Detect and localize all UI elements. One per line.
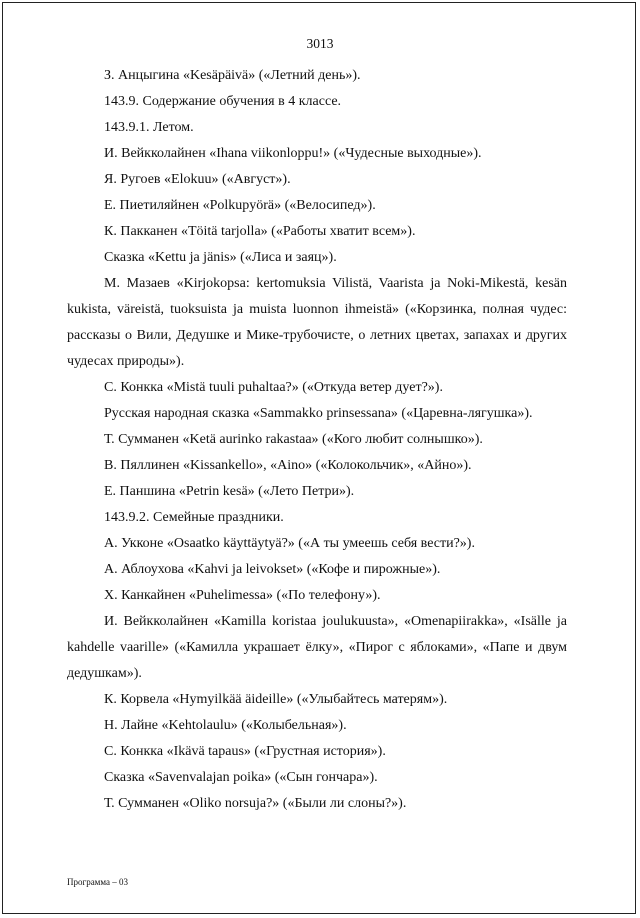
text-line: С. Конкка «Mistä tuuli puhaltaa?» («Откуда ветер дует?»). bbox=[104, 380, 443, 395]
subsection-heading: 143.9.1. Летом. bbox=[104, 120, 194, 135]
text-line: Сказка «Savenvalajan poika» («Сын гончара»). bbox=[104, 770, 378, 785]
text-line: И. Вейкколайнен «Ihana viikonloppu!» («Чудесные выходные»). bbox=[104, 146, 482, 161]
text-line: Х. Канкайнен «Puhelimessa» («По телефону»). bbox=[104, 588, 381, 603]
text-line: Сказка «Kettu ja jänis» («Лиса и заяц»). bbox=[104, 250, 337, 265]
section-heading: 143.9. Содержание обучения в 4 классе. bbox=[104, 94, 342, 109]
text-paragraph: М. Мазаев «Kirjokopsa: kertomuksia Vilistä, Vaarista ja Noki-Mikestä, kesän kukista, väreistä, tuoksuista ja muista luonnon ihmeistä» («Корзинка, полная чудес: рассказы о Вили, Дедушке и Мике-трубочисте, о летних цветах, запахах и других чудесах природы»). bbox=[67, 276, 567, 369]
text-line: Я. Ругоев «Elokuu» («Август»). bbox=[104, 172, 291, 187]
text-line: А. Аблоухова «Kahvi ja leivokset» («Кофе и пирожные»). bbox=[104, 562, 441, 577]
text-line: Т. Сумманен «Ketä aurinko rakastaa» («Кого любит солнышко»). bbox=[104, 432, 483, 447]
text-paragraph: И. Вейкколайнен «Kamilla koristaa joulukuusta», «Omenapiirakka», «Isälle ja kahdelle vaarille» («Камилла украшает ёлку», «Пирог с яблоками», «Папе и двум дедушкам»). bbox=[67, 614, 567, 681]
text-line: З. Анцыгина «Kesäpäivä» («Летний день»). bbox=[104, 68, 361, 83]
text-line: К. Корвела «Hymyilkää äideille» («Улыбайтесь матерям»). bbox=[104, 692, 448, 707]
text-line: Т. Сумманен «Oliko norsuja?» («Были ли слоны?»). bbox=[104, 796, 407, 811]
text-line: Русская народная сказка «Sammakko prinsessana» («Царевна-лягушка»). bbox=[104, 406, 533, 421]
subsection-heading: 143.9.2. Семейные праздники. bbox=[104, 510, 284, 525]
text-line: К. Пакканен «Töitä tarjolla» («Работы хватит всем»). bbox=[104, 224, 416, 239]
text-line: Е. Паншина «Petrin kesä» («Лето Петри»). bbox=[104, 484, 355, 499]
document-body bbox=[67, 63, 567, 817]
page-number: 3013 bbox=[306, 36, 334, 51]
text-line: А. Укконе «Osaatko käyttäytyä?» («А ты умеешь себя вести?»). bbox=[104, 536, 475, 551]
text-line: Н. Лайне «Kehtolaulu» («Колыбельная»). bbox=[104, 718, 347, 733]
page-footer: Программа – 03 bbox=[67, 877, 129, 887]
text-line: В. Пяллинен «Kissankello», «Aino» («Колокольчик», «Айно»). bbox=[104, 458, 472, 473]
text-line: Е. Пиетиляйнен «Polkupyörä» («Велосипед»). bbox=[104, 198, 376, 213]
text-line: С. Конкка «Ikävä tapaus» («Грустная история»). bbox=[104, 744, 386, 759]
